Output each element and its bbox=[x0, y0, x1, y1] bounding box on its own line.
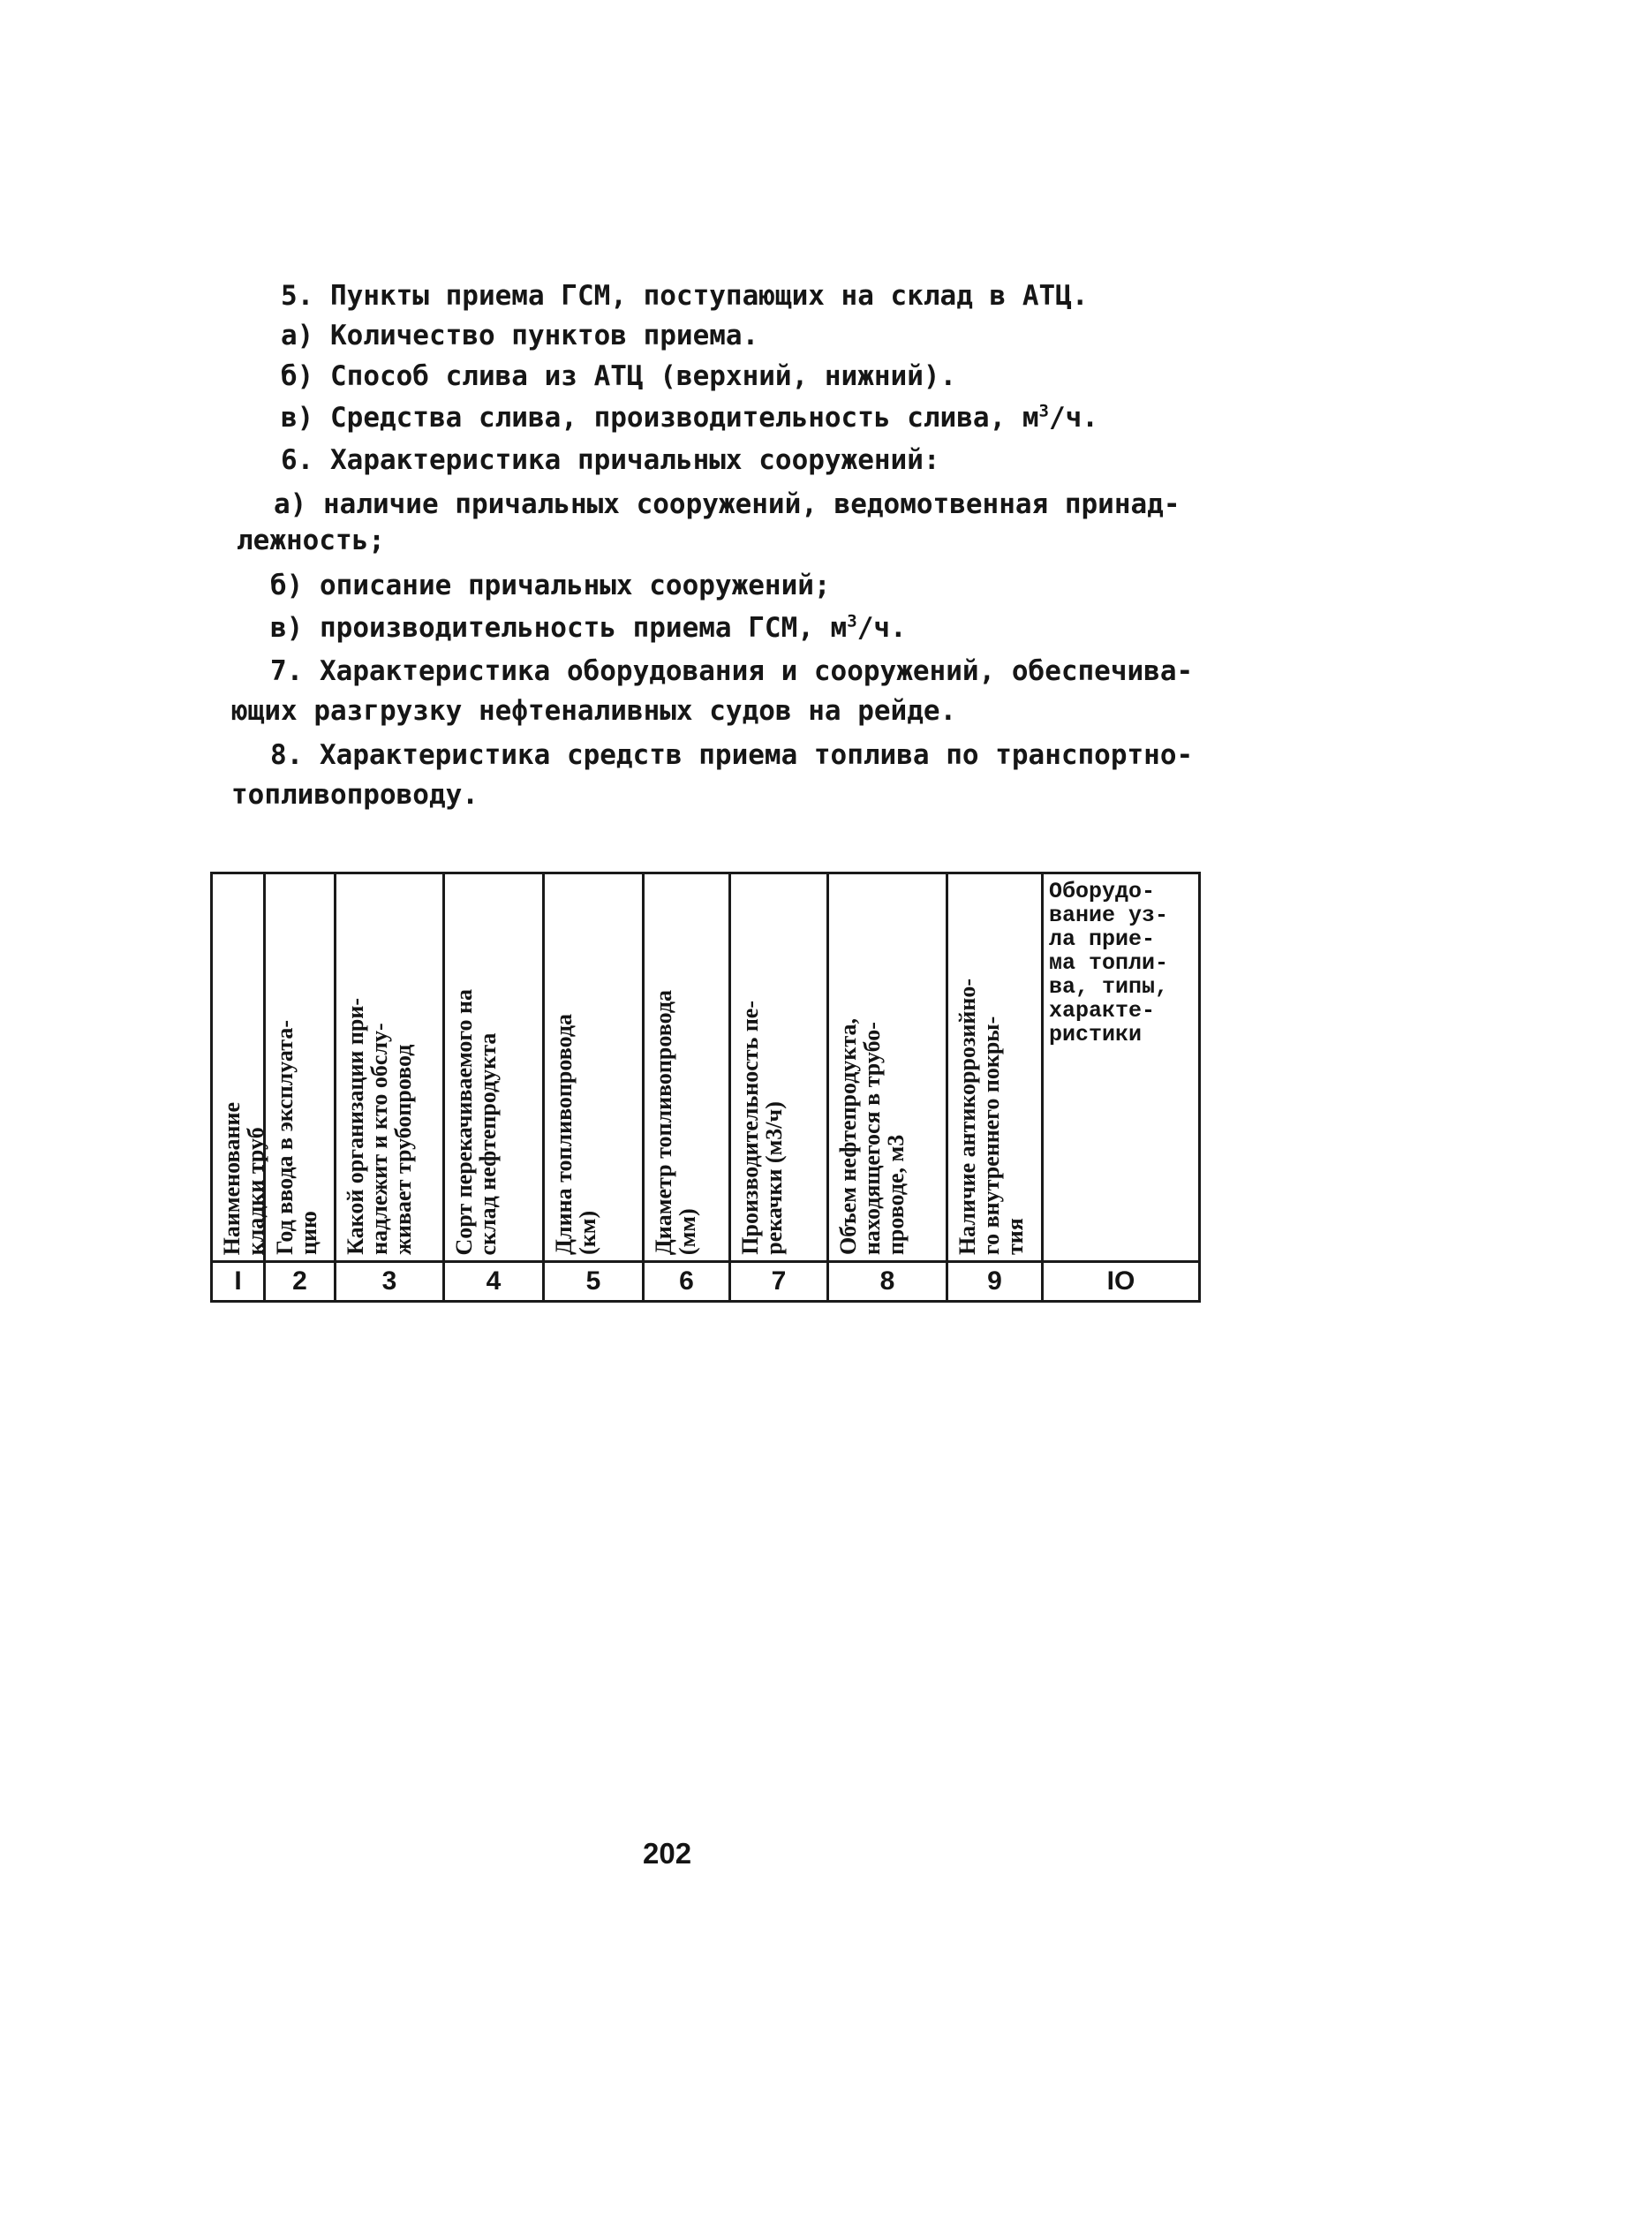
header-text: Объем нефтепродукта, находящегося в трубо- проводе, м3 bbox=[835, 1017, 909, 1255]
page-number: 202 bbox=[643, 1837, 692, 1870]
header-cell-4 bbox=[444, 873, 544, 1262]
header-text: Диаметр топливопровода (мм) bbox=[651, 989, 700, 1255]
header-text: Наименование кладки труб bbox=[219, 1101, 268, 1255]
paragraph-5c bbox=[281, 400, 1098, 435]
unit-superscript: 3 bbox=[1038, 401, 1049, 421]
paragraph-6a: а) наличие причальных сооружений, ведомотвенная принад- bbox=[274, 488, 1181, 520]
column-number: 5 bbox=[544, 1262, 644, 1302]
header-cell-6 bbox=[644, 873, 730, 1262]
header-text: Производительность пе- рекачки (м3/ч) bbox=[737, 1001, 787, 1255]
unit-suffix: /ч. bbox=[1048, 402, 1098, 434]
header-cell-7 bbox=[730, 873, 828, 1262]
header-text: Год ввода в эксплуата- цию bbox=[272, 1020, 321, 1255]
column-number: 4 bbox=[444, 1262, 544, 1302]
header-text: Длина топливопровода (км) bbox=[551, 1014, 600, 1255]
column-number: 6 bbox=[644, 1262, 730, 1302]
column-number: I bbox=[212, 1262, 265, 1302]
paragraph-8-cont: топливопроводу. bbox=[231, 779, 479, 811]
column-number: 9 bbox=[947, 1262, 1043, 1302]
header-cell-1 bbox=[212, 873, 268, 1262]
table-header-row bbox=[212, 873, 1200, 1262]
paragraph-8: 8. Характеристика средств приема топлива по транспортно- bbox=[270, 739, 1194, 771]
column-number: 3 bbox=[336, 1262, 444, 1302]
paragraph-7-cont: ющих разгрузку нефтеналивных судов на рейде. bbox=[231, 695, 957, 727]
column-number: 2 bbox=[265, 1262, 336, 1302]
unit-suffix: /ч. bbox=[856, 612, 907, 644]
column-number: 8 bbox=[828, 1262, 947, 1302]
paragraph-5b: б) Способ слива из АТЦ (верхний, нижний). bbox=[281, 360, 957, 392]
header-cell-10 bbox=[1043, 873, 1200, 1262]
header-cell-5 bbox=[544, 873, 644, 1262]
column-number: 7 bbox=[730, 1262, 828, 1302]
paragraph-5c-text: в) Средства слива, производительность слива, м bbox=[281, 402, 1039, 434]
header-text: Наличие антикоррозийно- го внутреннего покры- тия bbox=[954, 978, 1028, 1255]
table-number-row bbox=[212, 1262, 1200, 1302]
header-text: Какой организации при- надлежит и кто обслу- живает трубопровод bbox=[343, 998, 416, 1255]
unit-superscript: 3 bbox=[847, 611, 857, 631]
paragraph-6c-text: в) производительность приема ГСМ, м bbox=[270, 612, 848, 644]
pipeline-table bbox=[210, 872, 1201, 1303]
paragraph-6: 6. Характеристика причальных сооружений: bbox=[281, 444, 940, 476]
paragraph-5a: а) Количество пунктов приема. bbox=[281, 320, 759, 351]
paragraph-5: 5. Пункты приема ГСМ, поступающих на склад в АТЦ. bbox=[281, 280, 1089, 312]
paragraph-7: 7. Характеристика оборудования и сооружений, обеспечива- bbox=[270, 655, 1194, 687]
header-cell-2 bbox=[265, 873, 336, 1262]
header-text: Оборудо- вание уз- ла прие- ма топли- ва, типы, характе- ристики bbox=[1049, 879, 1169, 1047]
paragraph-6b: б) описание причальных сооружений; bbox=[270, 570, 831, 601]
paragraph-6a-cont: лежность; bbox=[237, 525, 385, 556]
header-cell-3 bbox=[336, 873, 444, 1262]
paragraph-6c bbox=[270, 610, 907, 646]
column-number: IO bbox=[1043, 1262, 1200, 1302]
header-cell-8 bbox=[828, 873, 947, 1262]
header-cell-9 bbox=[947, 873, 1043, 1262]
header-text: Сорт перекачиваемого на склад нефтепродукта bbox=[451, 988, 501, 1255]
